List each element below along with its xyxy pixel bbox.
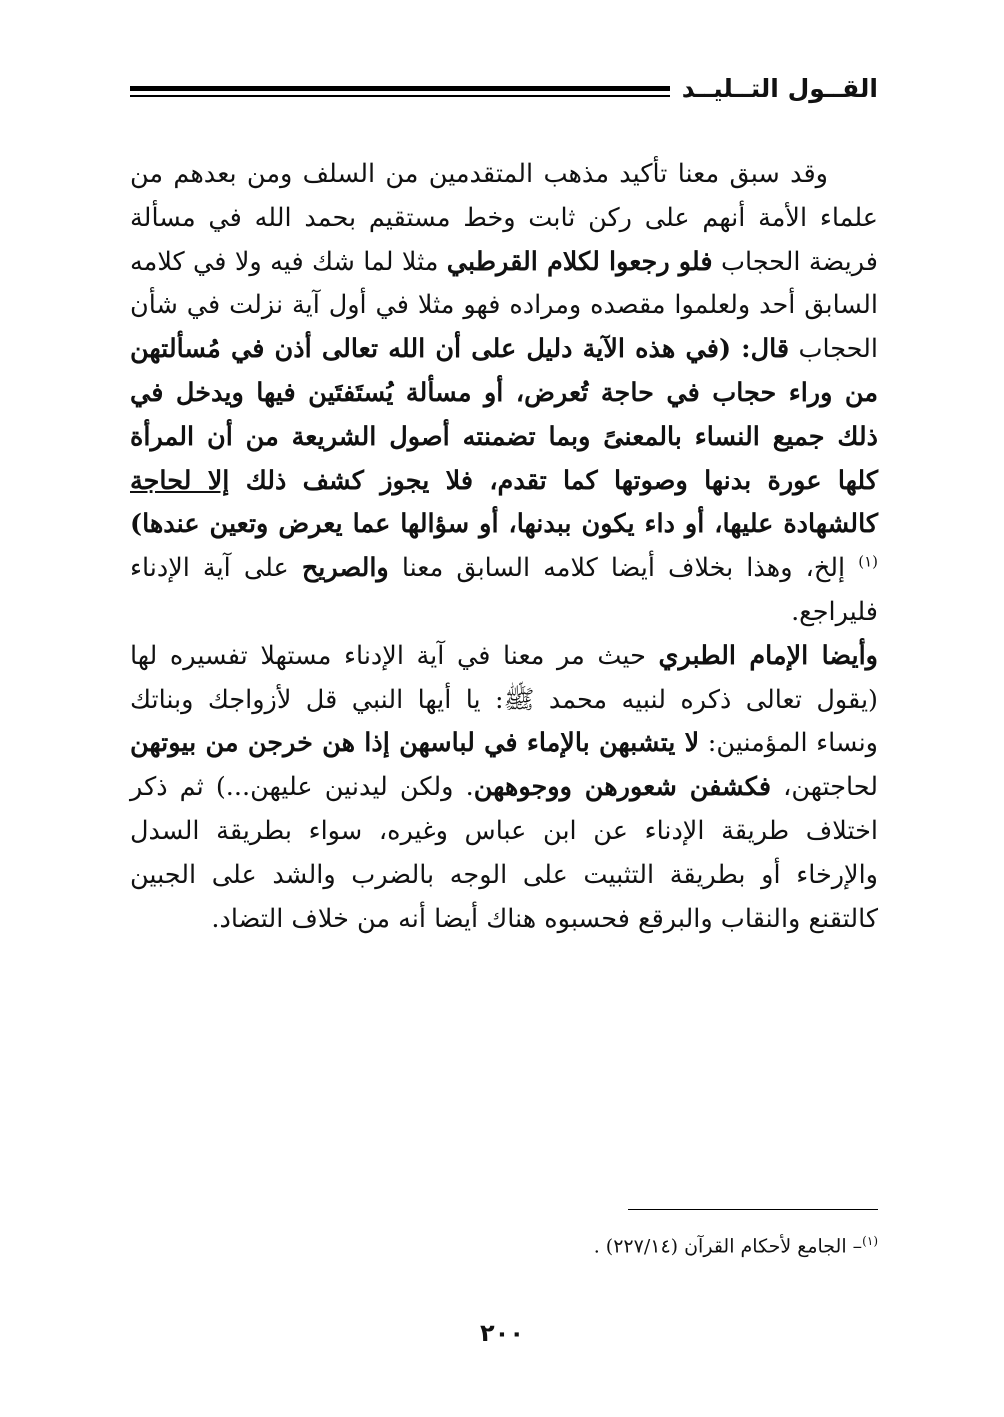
header-rule-thick <box>130 86 670 91</box>
footnote <box>594 1228 878 1259</box>
paragraph-1 <box>130 153 878 635</box>
bold-span: فلو رجعوا لكلام القرطبي <box>446 246 713 277</box>
text-span: . ولكن ليدنين عليهن...) ثم ذكر اختلاف طريقة الإدناء عن ابن عباس وغيره، سواء بطريقة السدل والإرخاء أو بطريقة التثبيت على الوجه بالضرب والشد على الجبين كالتقنع والنقاب والبرقع فحسبوه هناك أيضا أنه من خلاف التضاد. <box>130 772 878 934</box>
footnote-marker: (١) <box>862 1234 878 1248</box>
text-span: على آية الإدناء فليراجع. <box>130 553 878 627</box>
text-span: وقد سبق معنا تأكيد مذهب المتقدمين من السلف ومن بعدهم من علماء الأمة أنهم على ركن ثابت وخط مستقيم بحمد الله في مسألة فريضة الحجاب <box>130 159 878 277</box>
footnote-separator <box>628 1209 878 1210</box>
bold-span: والصريح <box>301 553 389 584</box>
text-span: لحاجتهن، <box>771 772 878 803</box>
footnote-text: – الجامع لأحكام القرآن (٢٢٧/١٤) . <box>593 1235 863 1258</box>
page-number: ٢٠٠ <box>480 1319 524 1347</box>
page-header <box>130 62 878 112</box>
footnote-reference[interactable]: (١) <box>858 552 878 571</box>
text-span: مثلا لما شك فيه ولا في كلامه السابق أحد ولعلموا مقصده ومراده فهو مثلا في أول آية نزلت في شأن الحجاب <box>130 246 878 365</box>
bold-span: وأيضا الإمام الطبري <box>658 640 878 671</box>
text-span: إلخ، وهذا بخلاف أيضا كلامه السابق معنا <box>388 553 859 584</box>
body-text <box>130 153 878 941</box>
running-title: القــول التــليــد <box>681 74 878 103</box>
quote-bold-span: كالشهادة عليها، أو داء يكون ببدنها، أو سؤالها عما يعرض وتعين عندها) <box>130 509 878 540</box>
quote-bold-span: قال: (في هذه الآية دليل على أن الله تعالى أذن في مُسألتهن من وراء حجاب في حاجة تُعرض، أو مسألة يُستَفتَين فيها ويدخل في ذلك جميع النساء بالمعنىً وبما تضمنته أصول الشريعة من أن المرأة كلها عورة بدنها وصوتها كما تقدم، فلا يجوز كشف ذلك <box>130 334 878 496</box>
header-rule-thin <box>130 95 670 97</box>
underlined-bold-span: إلا لحاجة <box>130 465 230 496</box>
bold-span: لا يتشبهن بالإماء في لباسهن إذا هن خرجن من بيوتهن <box>130 728 700 759</box>
bold-span: فكشفن شعورهن ووجوههن <box>473 772 772 803</box>
text-span: حيث مر معنا في آية الإدناء مستهلا تفسيره لها (يقول تعالى ذكره لنبيه محمد ﷺ: يا أيها النبي قل لأزواجك وبناتك ونساء المؤمنين: <box>130 640 878 759</box>
paragraph-2 <box>130 635 878 942</box>
